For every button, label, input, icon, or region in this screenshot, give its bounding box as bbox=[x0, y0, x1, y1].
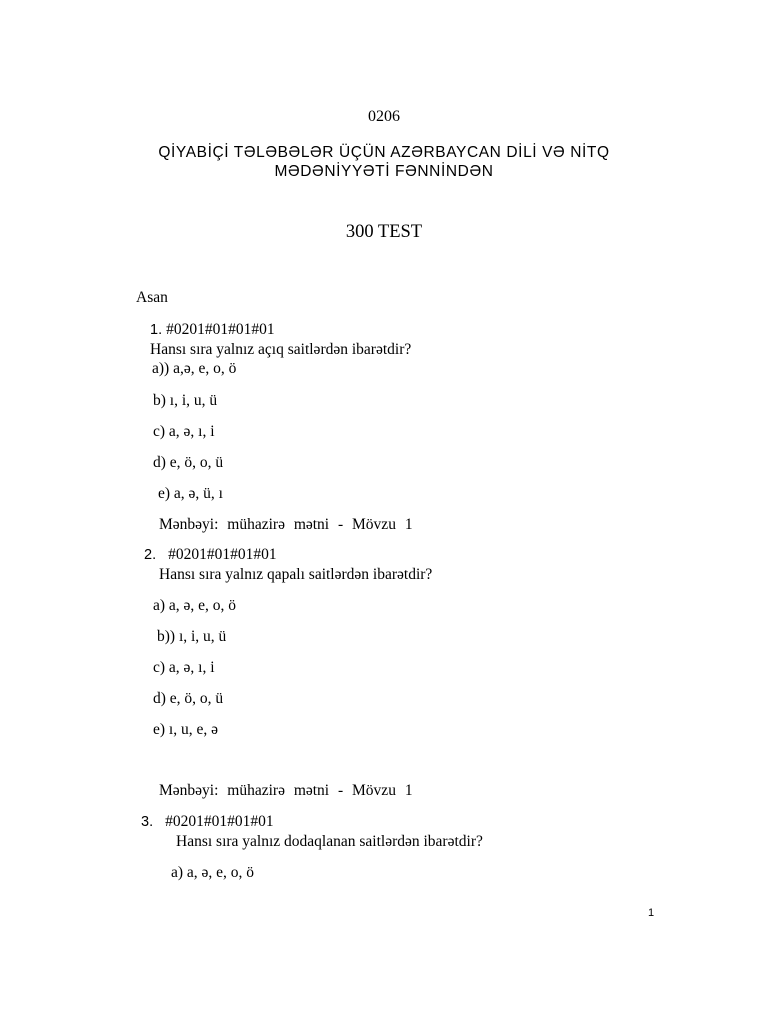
question-number: 1. bbox=[150, 322, 163, 338]
answer-option: a) a, ə, e, o, ö bbox=[153, 597, 237, 614]
difficulty-section-label: Asan bbox=[136, 289, 168, 306]
answer-option: b)) ı, i, u, ü bbox=[157, 628, 227, 645]
question-text: Hansı sıra yalnız qapalı saitlərdən ibarətdir? bbox=[159, 566, 433, 583]
question-header bbox=[150, 321, 275, 339]
answer-option: b) ı, i, u, ü bbox=[153, 392, 218, 409]
answer-option: a) a, ə, e, o, ö bbox=[171, 864, 255, 881]
answer-option: e) a, ə, ü, ı bbox=[158, 485, 223, 502]
answer-option: e) ı, u, e, ə bbox=[153, 721, 218, 738]
question-text: Hansı sıra yalnız açıq saitlərdən ibarətdir? bbox=[150, 341, 412, 358]
question-number: 2. bbox=[144, 547, 157, 563]
question-source: Mənbəyi: mühazirə mətni - Mövzu 1 bbox=[159, 782, 413, 799]
question-code: #0201#01#01#01 bbox=[166, 321, 275, 338]
question-source: Mənbəyi: mühazirə mətni - Mövzu 1 bbox=[159, 516, 413, 533]
question-code: #0201#01#01#01 bbox=[168, 546, 277, 563]
document-title-line-1: QİYABİÇİ TƏLƏBƏLƏR ÜÇÜN AZƏRBAYCAN DİLİ VƏ NİTQ bbox=[158, 144, 610, 161]
question-header bbox=[144, 546, 277, 564]
answer-option: a)) a,ə, e, o, ö bbox=[152, 360, 237, 377]
question-number: 3. bbox=[141, 814, 154, 830]
question-code: #0201#01#01#01 bbox=[165, 813, 274, 830]
test-count-heading: 300 TEST bbox=[345, 222, 423, 242]
answer-option: c) a, ə, ı, i bbox=[153, 423, 215, 440]
document-code: 0206 bbox=[368, 108, 400, 125]
answer-option: c) a, ə, ı, i bbox=[153, 659, 215, 676]
answer-option: d) e, ö, o, ü bbox=[153, 690, 224, 707]
question-text: Hansı sıra yalnız dodaqlanan saitlərdən ibarətdir? bbox=[176, 833, 483, 850]
answer-option: d) e, ö, o, ü bbox=[153, 454, 224, 471]
document-title-line-2: MƏDƏNİYYƏTİ FƏNNİNDƏN bbox=[274, 163, 494, 180]
page-number: 1 bbox=[648, 907, 655, 919]
question-header bbox=[141, 813, 274, 831]
